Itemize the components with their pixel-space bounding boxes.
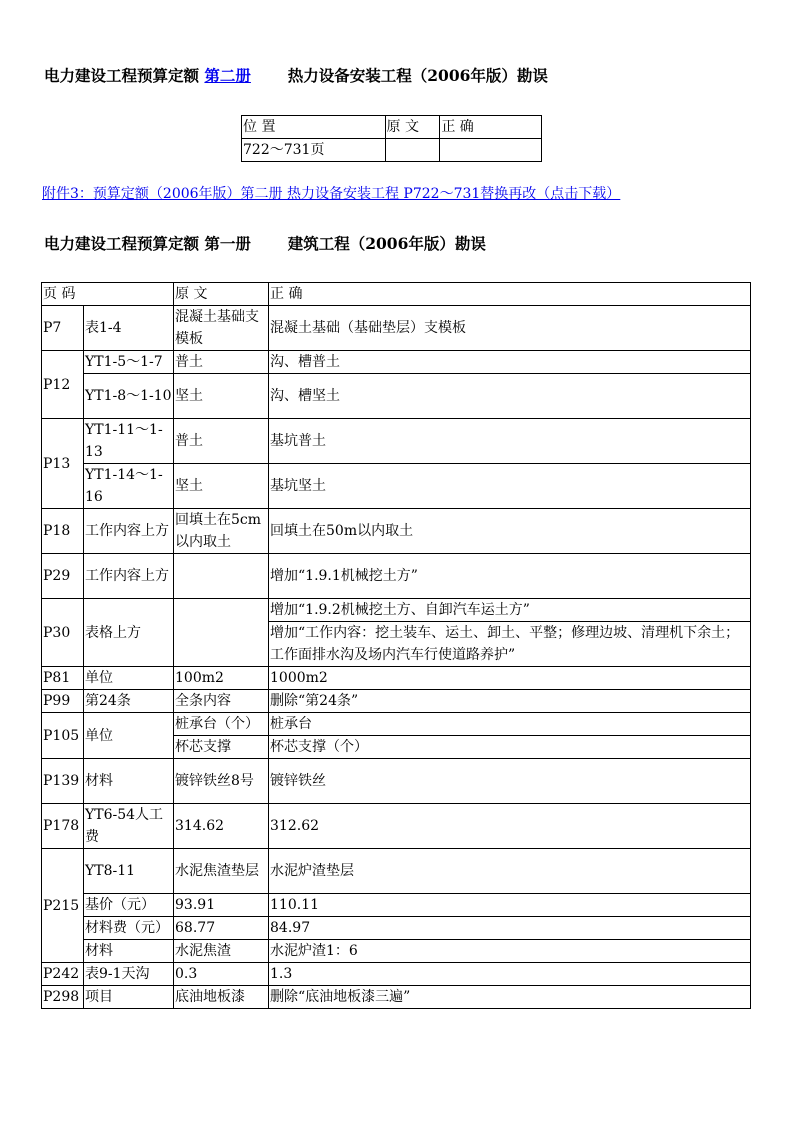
- cell-item: 表1-4: [84, 306, 174, 351]
- cell-original: 普土: [174, 351, 269, 374]
- cell-item: 工作内容上方: [84, 554, 174, 599]
- cell-original: 混凝土基础支模板: [174, 306, 269, 351]
- cell-position: 722～731页: [242, 139, 386, 162]
- cell-correct: 水泥炉渣1：6: [269, 940, 751, 963]
- header-original: 原 文: [385, 116, 440, 139]
- table-row: [42, 917, 751, 940]
- table-header-row: [42, 283, 751, 306]
- cell-original: 回填土在5cm以内取土: [174, 509, 269, 554]
- cell-page: P12: [42, 351, 84, 419]
- cell-page: P99: [42, 690, 84, 713]
- cell-correct: [440, 139, 542, 162]
- table-row: [42, 940, 751, 963]
- cell-correct: 镀锌铁丝: [269, 759, 751, 804]
- cell-correct: 1.3: [269, 963, 751, 986]
- table-header-row: [242, 116, 542, 139]
- table-row: [42, 986, 751, 1009]
- cell-original: 93.91: [174, 894, 269, 917]
- cell-page: P30: [42, 599, 84, 667]
- cell-item: YT1-5～1-7: [84, 351, 174, 374]
- cell-item: YT1-14～1-16: [84, 464, 174, 509]
- table-row: [42, 894, 751, 917]
- cell-original: [174, 554, 269, 599]
- cell-original: 100m2: [174, 667, 269, 690]
- header-correct: 正 确: [440, 116, 542, 139]
- cell-page: P29: [42, 554, 84, 599]
- cell-item: YT8-11: [84, 849, 174, 894]
- cell-item: 表9-1天沟: [84, 963, 174, 986]
- cell-original: 全条内容: [174, 690, 269, 713]
- table-row: [42, 306, 751, 351]
- cell-original: 杯芯支撑: [174, 736, 269, 759]
- table-row: [42, 713, 751, 736]
- cell-item: 单位: [84, 713, 174, 759]
- cell-correct: 删除“第24条”: [269, 690, 751, 713]
- cell-correct: 增加“1.9.2机械挖土方、自卸汽车运土方”: [269, 599, 751, 622]
- table-row: [42, 464, 751, 509]
- cell-original: 底油地板漆: [174, 986, 269, 1009]
- table-row: [42, 351, 751, 374]
- header-position: 位 置: [242, 116, 386, 139]
- cell-original: 314.62: [174, 804, 269, 849]
- cell-original: 普土: [174, 419, 269, 464]
- cell-item: 单位: [84, 667, 174, 690]
- table-row: [42, 554, 751, 599]
- header-correct: 正 确: [269, 283, 751, 306]
- table-row: [242, 139, 542, 162]
- cell-original: 镀锌铁丝8号: [174, 759, 269, 804]
- cell-correct: 水泥炉渣垫层: [269, 849, 751, 894]
- cell-item: 基价（元）: [84, 894, 174, 917]
- table-row: [42, 804, 751, 849]
- volume-2-link[interactable]: 第二册: [204, 66, 251, 85]
- heading-volume-2-suffix: 热力设备安装工程（2006年版）勘误: [287, 66, 548, 85]
- heading-volume-1-prefix: 电力建设工程预算定额 第一册: [44, 234, 251, 253]
- cell-original: 坚土: [174, 374, 269, 419]
- cell-item: 材料费（元）: [84, 917, 174, 940]
- cell-original: 坚土: [174, 464, 269, 509]
- cell-original: [385, 139, 440, 162]
- cell-item: 工作内容上方: [84, 509, 174, 554]
- table-row: [42, 963, 751, 986]
- cell-original: 水泥焦渣垫层: [174, 849, 269, 894]
- header-page: 页 码: [42, 283, 174, 306]
- cell-correct: 增加“工作内容：挖土装车、运土、卸土、平整；修理边坡、清理机下余土；工作面排水沟及场内汽车行使道路养护”: [269, 622, 751, 667]
- cell-correct: 沟、槽坚土: [269, 374, 751, 419]
- cell-original: 水泥焦渣: [174, 940, 269, 963]
- heading-volume-2-prefix: 电力建设工程预算定额: [44, 66, 200, 85]
- cell-item: YT1-11～1-13: [84, 419, 174, 464]
- cell-correct: 基坑普土: [269, 419, 751, 464]
- cell-correct: 基坑坚土: [269, 464, 751, 509]
- table-row: [42, 599, 751, 622]
- cell-original: [174, 599, 269, 667]
- header-original: 原 文: [174, 283, 269, 306]
- cell-item: 第24条: [84, 690, 174, 713]
- cell-page: P215: [42, 849, 84, 963]
- heading-volume-1: [44, 232, 486, 254]
- heading-volume-2: [44, 64, 548, 86]
- table-row: [42, 849, 751, 894]
- cell-correct: 84.97: [269, 917, 751, 940]
- cell-item: 表格上方: [84, 599, 174, 667]
- cell-original: 0.3: [174, 963, 269, 986]
- cell-page: P105: [42, 713, 84, 759]
- cell-page: P13: [42, 419, 84, 509]
- cell-correct: 312.62: [269, 804, 751, 849]
- heading-volume-1-suffix: 建筑工程（2006年版）勘误: [287, 234, 486, 253]
- table-row: [42, 690, 751, 713]
- table-row: [42, 759, 751, 804]
- cell-correct: 杯芯支撑（个）: [269, 736, 751, 759]
- cell-item: YT6-54人工费: [84, 804, 174, 849]
- cell-correct: 删除“底油地板漆三遍”: [269, 986, 751, 1009]
- cell-page: P242: [42, 963, 84, 986]
- attachment-download-link[interactable]: 附件3：预算定额（2006年版）第二册 热力设备安装工程 P722～731替换再改（点击下载）: [42, 186, 621, 202]
- cell-item: 材料: [84, 759, 174, 804]
- table-row: [42, 374, 751, 419]
- errata-table-volume-2: [241, 115, 542, 162]
- cell-correct: 增加“1.9.1机械挖土方”: [269, 554, 751, 599]
- table-row: [42, 667, 751, 690]
- cell-page: P7: [42, 306, 84, 351]
- cell-correct: 沟、槽普土: [269, 351, 751, 374]
- cell-page: P178: [42, 804, 84, 849]
- table-row: [42, 419, 751, 464]
- cell-original: 68.77: [174, 917, 269, 940]
- cell-correct: 110.11: [269, 894, 751, 917]
- cell-page: P298: [42, 986, 84, 1009]
- cell-correct: 混凝土基础（基础垫层）支模板: [269, 306, 751, 351]
- cell-correct: 1000m2: [269, 667, 751, 690]
- cell-item: 材料: [84, 940, 174, 963]
- cell-page: P139: [42, 759, 84, 804]
- cell-item: 项目: [84, 986, 174, 1009]
- cell-item: YT1-8～1-10: [84, 374, 174, 419]
- cell-original: 桩承台（个）: [174, 713, 269, 736]
- errata-table-volume-1: [41, 282, 751, 1009]
- cell-page: P81: [42, 667, 84, 690]
- cell-correct: 桩承台: [269, 713, 751, 736]
- cell-correct: 回填土在50m以内取土: [269, 509, 751, 554]
- cell-page: P18: [42, 509, 84, 554]
- table-row: [42, 509, 751, 554]
